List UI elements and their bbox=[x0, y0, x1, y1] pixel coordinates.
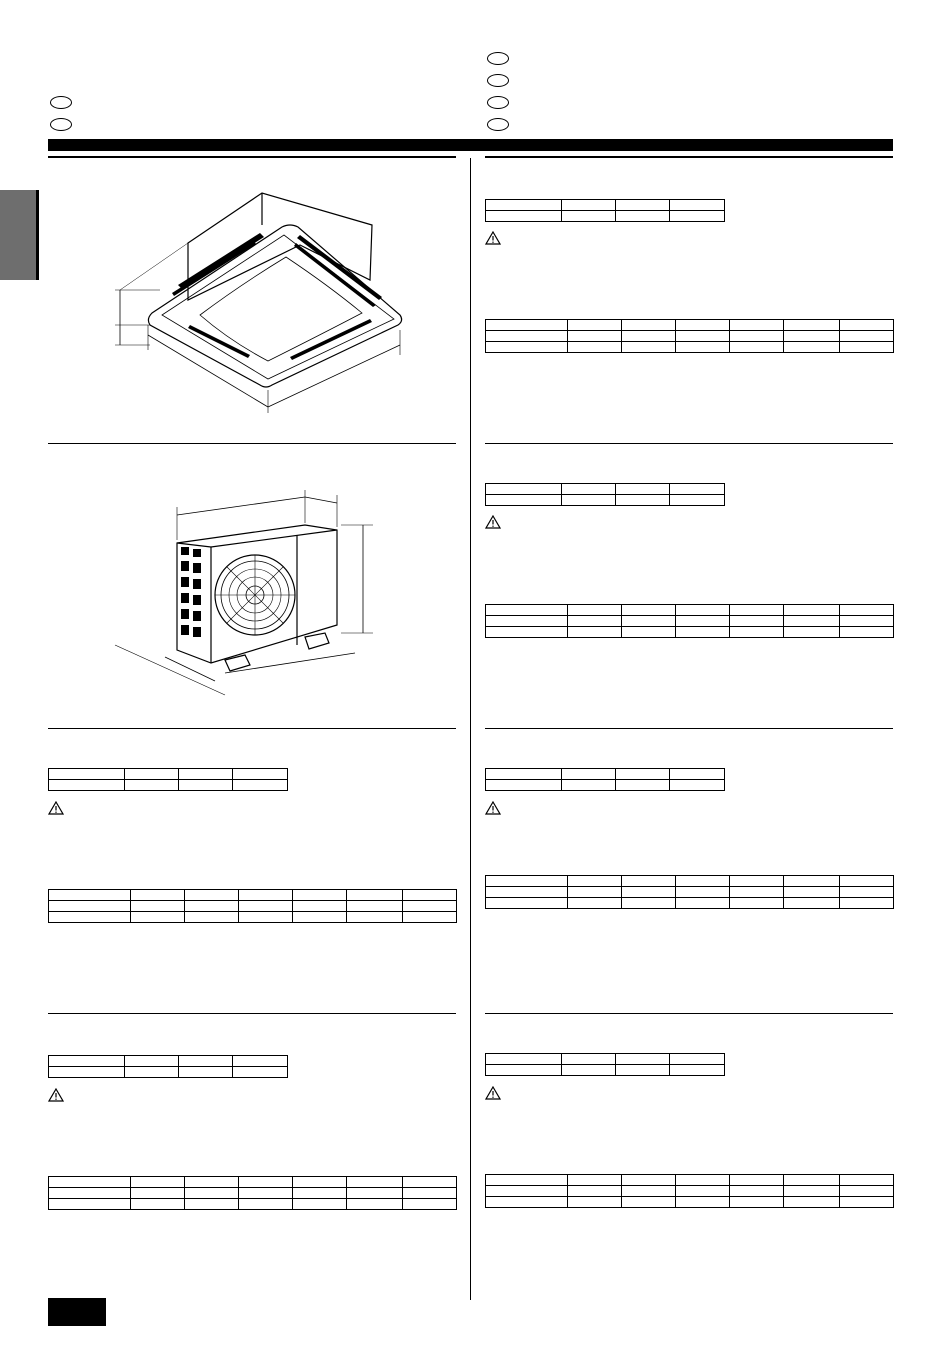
warning-triangle-icon bbox=[485, 1086, 501, 1100]
spec-table-large bbox=[485, 1174, 894, 1208]
spec-table-large bbox=[48, 1176, 457, 1210]
side-tab bbox=[0, 190, 36, 280]
page-number-box bbox=[48, 1298, 106, 1326]
warning-triangle-icon bbox=[48, 1088, 64, 1102]
warning-triangle-icon bbox=[485, 515, 501, 529]
ceiling-cassette-unit-icon bbox=[100, 185, 420, 415]
header-bar bbox=[48, 139, 893, 151]
language-marker bbox=[487, 96, 509, 109]
spec-table-large bbox=[485, 319, 894, 353]
spec-table-large bbox=[485, 604, 894, 638]
section-rule bbox=[48, 443, 456, 444]
section-rule bbox=[485, 156, 893, 158]
outdoor-unit-icon bbox=[105, 485, 395, 705]
language-marker bbox=[487, 74, 509, 87]
spec-table-small bbox=[48, 1055, 288, 1078]
spec-table-large bbox=[485, 875, 894, 909]
spec-table-small bbox=[485, 768, 725, 791]
language-marker bbox=[487, 52, 509, 65]
language-marker bbox=[50, 96, 72, 109]
column-divider bbox=[470, 158, 471, 1300]
section-rule bbox=[48, 156, 456, 158]
section-rule bbox=[485, 728, 893, 729]
warning-triangle-icon bbox=[485, 801, 501, 815]
spec-table-small bbox=[485, 483, 725, 506]
section-rule bbox=[485, 1013, 893, 1014]
spec-table-large bbox=[48, 889, 457, 923]
section-rule bbox=[48, 1013, 456, 1014]
spec-table-small bbox=[485, 199, 725, 222]
section-rule bbox=[48, 728, 456, 729]
section-rule bbox=[485, 443, 893, 444]
spec-table-small bbox=[485, 1053, 725, 1076]
language-marker bbox=[487, 118, 509, 131]
warning-triangle-icon bbox=[485, 231, 501, 245]
language-marker bbox=[50, 118, 72, 131]
warning-triangle-icon bbox=[48, 801, 64, 815]
side-tab-edge bbox=[36, 190, 39, 280]
spec-table-small bbox=[48, 768, 288, 791]
